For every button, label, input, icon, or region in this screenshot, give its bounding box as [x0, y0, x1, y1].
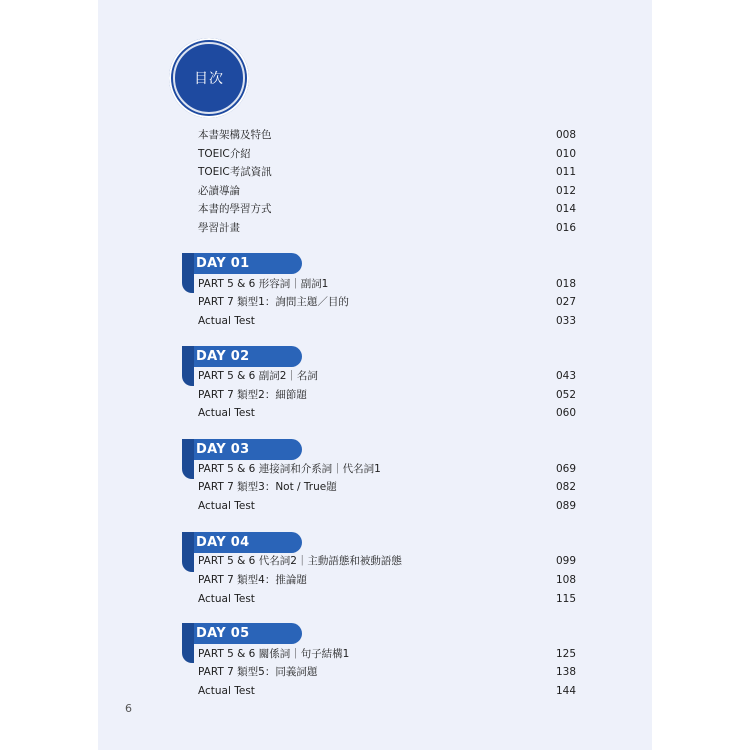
- toc-entry[interactable]: [198, 497, 576, 515]
- toc-entry-page: 011: [555, 166, 576, 178]
- toc-entry-title: PART 5 & 6 副詞2｜名詞: [198, 370, 318, 382]
- toc-title-badge: [169, 38, 249, 118]
- toc-entry-title: Actual Test: [198, 407, 255, 419]
- toc-entry[interactable]: [198, 404, 576, 422]
- toc-entry-page: 027: [555, 296, 576, 308]
- toc-entry-title: PART 5 & 6 代名詞2｜主動語態和被動語態: [198, 555, 402, 567]
- toc-entry-page: 016: [555, 222, 576, 234]
- toc-entry-page: 014: [555, 203, 576, 215]
- toc-entry-page: 082: [555, 481, 576, 493]
- day-header-label: DAY 02: [196, 349, 250, 364]
- toc-entry-page: 043: [555, 370, 576, 382]
- toc-entry-page: 099: [555, 555, 576, 567]
- toc-entry-title: 學習計畫: [198, 222, 240, 234]
- toc-entry-page: 125: [555, 648, 576, 660]
- toc-entry[interactable]: [198, 552, 576, 570]
- toc-entry-title: Actual Test: [198, 685, 255, 697]
- document-page: [98, 0, 652, 750]
- toc-entry[interactable]: [198, 200, 576, 218]
- toc-entry-title: PART 5 & 6 形容詞｜副詞1: [198, 278, 329, 290]
- toc-entry-page: 115: [555, 593, 576, 605]
- toc-entry-page: 060: [555, 407, 576, 419]
- toc-entry-title: PART 7 類型5：同義詞題: [198, 666, 318, 678]
- toc-entry-title: 必讀導論: [198, 185, 240, 197]
- toc-entry[interactable]: [198, 590, 576, 608]
- toc-entry[interactable]: [198, 275, 576, 293]
- page-number: 6: [125, 702, 132, 715]
- toc-entry-page: 144: [555, 685, 576, 697]
- day-header-label: DAY 05: [196, 626, 250, 641]
- toc-entry-title: TOEIC介紹: [198, 148, 251, 160]
- toc-entry[interactable]: [198, 367, 576, 385]
- toc-entry-page: 108: [555, 574, 576, 586]
- toc-entry-page: 033: [555, 315, 576, 327]
- toc-entry[interactable]: [198, 645, 576, 663]
- toc-entry-page: 012: [555, 185, 576, 197]
- toc-entry[interactable]: [198, 312, 576, 330]
- toc-entry-page: 008: [555, 129, 576, 141]
- toc-title: 目次: [194, 71, 224, 87]
- toc-entry-title: PART 7 類型3：Not / True題: [198, 481, 337, 493]
- toc-entry[interactable]: [198, 182, 576, 200]
- toc-entry-title: PART 5 & 6 連接詞和介系詞｜代名詞1: [198, 463, 381, 475]
- day-header-label: DAY 03: [196, 442, 250, 457]
- toc-entry[interactable]: [198, 460, 576, 478]
- toc-entry[interactable]: [198, 386, 576, 404]
- day-header-tail: [182, 346, 194, 386]
- day-header-label: DAY 01: [196, 256, 250, 271]
- toc-entry-title: 本書架構及特色: [198, 129, 272, 141]
- toc-entry[interactable]: [198, 163, 576, 181]
- toc-entry-page: 018: [555, 278, 576, 290]
- toc-entry[interactable]: [198, 219, 576, 237]
- toc-entry-title: PART 7 類型4：推論題: [198, 574, 307, 586]
- toc-entry-page: 069: [555, 463, 576, 475]
- day-header-label: DAY 04: [196, 535, 250, 550]
- toc-entry-title: Actual Test: [198, 315, 255, 327]
- toc-entry-title: PART 5 & 6 關係詞｜句子結構1: [198, 648, 350, 660]
- toc-entry[interactable]: [198, 478, 576, 496]
- day-header-tail: [182, 253, 194, 293]
- toc-entry-page: 052: [555, 389, 576, 401]
- toc-entry[interactable]: [198, 663, 576, 681]
- day-header-tail: [182, 532, 194, 572]
- toc-entry-title: PART 7 類型1：詢問主題／目的: [198, 296, 349, 308]
- toc-entry[interactable]: [198, 293, 576, 311]
- day-header-tail: [182, 623, 194, 663]
- toc-entry-page: 089: [555, 500, 576, 512]
- toc-entry[interactable]: [198, 126, 576, 144]
- toc-entry[interactable]: [198, 682, 576, 700]
- toc-entry[interactable]: [198, 145, 576, 163]
- toc-entry-title: PART 7 類型2：細節題: [198, 389, 307, 401]
- toc-entry-title: TOEIC考試資訊: [198, 166, 272, 178]
- day-header-tail: [182, 439, 194, 479]
- toc-entry-title: Actual Test: [198, 500, 255, 512]
- toc-entry-title: 本書的學習方式: [198, 203, 272, 215]
- toc-entry-page: 138: [555, 666, 576, 678]
- toc-entry-title: Actual Test: [198, 593, 255, 605]
- toc-entry-page: 010: [555, 148, 576, 160]
- toc-entry[interactable]: [198, 571, 576, 589]
